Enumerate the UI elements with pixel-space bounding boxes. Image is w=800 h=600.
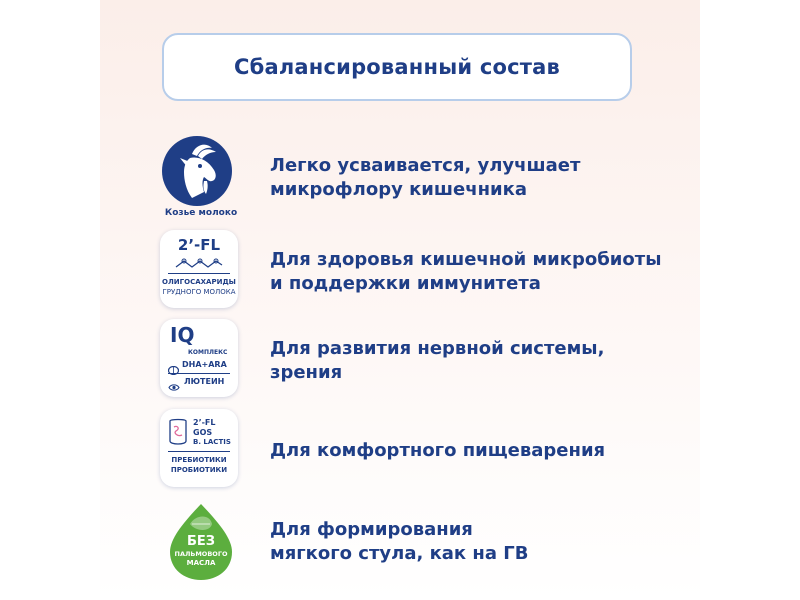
badge-subtitle: КОМПЛЕКС	[188, 349, 228, 356]
feature-row-no-palm-oil	[158, 500, 678, 580]
badge-title: БЕЗ	[186, 534, 216, 549]
badge-line-2: ЛЮТЕИН	[184, 377, 225, 386]
badge-divider	[168, 373, 230, 374]
feature-line-2: и поддержки иммунитета	[270, 273, 541, 294]
product-feature-card	[100, 0, 700, 600]
feature-row-goat-milk	[158, 136, 678, 216]
badge-title: IQ	[170, 323, 195, 347]
intestine-icon	[166, 417, 190, 447]
feature-description	[270, 500, 670, 584]
badge-line-3: B. LACTIS	[193, 438, 231, 446]
feature-line-1: Для развития нервной системы, зрения	[270, 338, 605, 383]
feature-line-2: мягкого стула, как на ГВ	[270, 543, 529, 564]
badge-line-1: ПАЛЬМОВОГО	[174, 550, 228, 558]
badge-box	[160, 409, 238, 487]
feature-description	[270, 136, 670, 220]
badge-divider	[168, 273, 230, 274]
oligosaccharides-badge	[158, 230, 242, 314]
iq-complex-badge	[158, 319, 242, 403]
badge-box	[160, 319, 238, 397]
badge-box	[160, 230, 238, 308]
feature-row-oligosaccharides	[158, 230, 678, 310]
prebiotics-badge	[158, 409, 242, 493]
badge-line-2: ГРУДНОГО МОЛОКА	[162, 288, 236, 296]
goat-icon	[162, 136, 232, 206]
badge-line-1: ОЛИГОСАХАРИДЫ	[162, 278, 236, 286]
feature-description	[270, 409, 670, 493]
brain-icon	[168, 360, 179, 369]
badge-line-2: GOS	[193, 428, 213, 437]
badge-divider	[168, 451, 230, 452]
goat-milk-caption: Козье молоко	[164, 208, 238, 218]
feature-description	[270, 230, 670, 314]
title-box	[162, 33, 632, 101]
feature-line-1: Для здоровья кишечной микробиоты	[270, 249, 662, 270]
feature-line-1: Для формирования	[270, 519, 473, 540]
badge-line-5: ПРОБИОТИКИ	[170, 466, 228, 474]
feature-description	[270, 319, 670, 403]
badge-title: 2’-FL	[177, 236, 221, 254]
feature-row-digestion	[158, 409, 678, 489]
eye-icon	[168, 377, 180, 386]
feature-line-1: Легко усваивается, улучшает	[270, 155, 581, 176]
feature-row-iq-complex	[158, 319, 678, 399]
badge-line-4: ПРЕБИОТИКИ	[171, 456, 227, 464]
feature-line-2: микрофлору кишечника	[270, 179, 528, 200]
goat-milk-badge	[158, 136, 242, 220]
badge-line-1: DHA+ARA	[182, 360, 227, 369]
no-palm-oil-badge	[158, 500, 242, 584]
badge-line-1: 2’-FL	[193, 418, 216, 427]
oligosaccharide-icon	[174, 256, 224, 270]
badge-line-2: МАСЛА	[186, 559, 216, 567]
title: Сбалансированный состав	[234, 55, 560, 79]
feature-line-1: Для комфортного пищеварения	[270, 440, 606, 461]
